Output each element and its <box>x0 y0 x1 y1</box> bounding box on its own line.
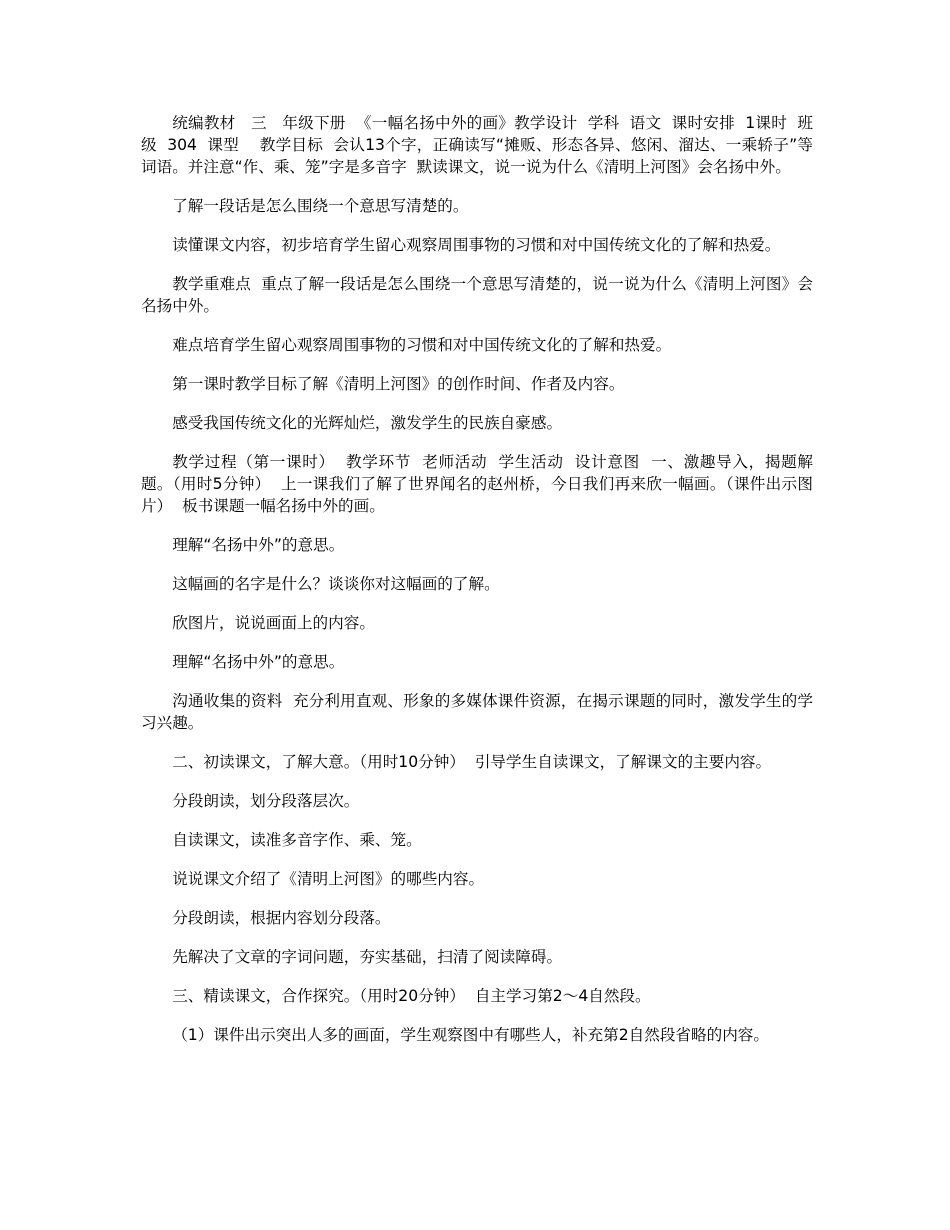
paragraph: 教学重难点 重点了解一段话是怎么围绕一个意思写清楚的，说一说为什么《清明上河图》会名扬中外。 <box>141 275 813 315</box>
paragraph: 三、精读课文，合作探究。（用时20分钟） 自主学习第2～4自然段。 <box>172 987 651 1005</box>
paragraph: 沟通收集的资料 充分利用直观、形象的多媒体课件资源，在揭示课题的同时，激发学生的学习兴趣。 <box>141 692 813 732</box>
paragraph: 分段朗读，根据内容划分段落。 <box>172 909 391 927</box>
paragraph: 感受我国传统文化的光辉灿烂，激发学生的民族自豪感。 <box>172 414 563 432</box>
paragraph: 教学过程（第一课时） 教学环节 老师活动 学生活动 设计意图 一、激趣导入，揭题解题。（用时5分钟） 上一课我们了解了世界闻名的赵州桥，今日我们再来欣一幅画。（课件出示图片） 板书课题一幅名扬中外的画。 <box>141 453 813 515</box>
paragraph: 理解“名扬中外”的意思。 <box>172 653 345 671</box>
paragraph: 二、初读课文，了解大意。（用时10分钟） 引导学生自读课文，了解课文的主要内容。 <box>172 753 772 771</box>
paragraph: 分段朗读，划分段落层次。 <box>172 792 360 810</box>
paragraph: （1）课件出示突出人多的画面，学生观察图中有哪些人，补充第2自然段省略的内容。 <box>172 1026 769 1044</box>
paragraph: 了解一段话是怎么围绕一个意思写清楚的。 <box>172 197 469 215</box>
paragraph: 说说课文介绍了《清明上河图》的哪些内容。 <box>172 870 485 888</box>
paragraph: 读懂课文内容，初步培育学生留心观察周围事物的习惯和对中国传统文化的了解和热爱。 <box>172 236 781 254</box>
document-body <box>141 112 813 1063</box>
paragraph: 先解决了文章的字词问题，夯实基础，扫清了阅读障碍。 <box>172 948 563 966</box>
paragraph: 第一课时教学目标了解《清明上河图》的创作时间、作者及内容。 <box>172 375 625 393</box>
paragraph: 欣图片，说说画面上的内容。 <box>172 614 375 632</box>
paragraph: 统编教材 三 年级下册 《一幅名扬中外的画》教学设计 学科 语文 课时安排 1课时 班级 304 课型 教学目标 会认13个字，正确读写“摊贩、形态各异、悠闲、溜达、一乘轿子”等词语。并注意“作、乘、笼”字是多音字 默读课文，说一说为什么《清明上河图》会名扬中外。 <box>141 114 813 176</box>
paragraph: 理解“名扬中外”的意思。 <box>172 536 345 554</box>
paragraph: 自读课文，读准多音字作、乘、笼。 <box>172 831 422 849</box>
paragraph: 难点培育学生留心观察周围事物的习惯和对中国传统文化的了解和热爱。 <box>172 336 672 354</box>
paragraph: 这幅画的名字是什么？谈谈你对这幅画的了解。 <box>172 575 500 593</box>
